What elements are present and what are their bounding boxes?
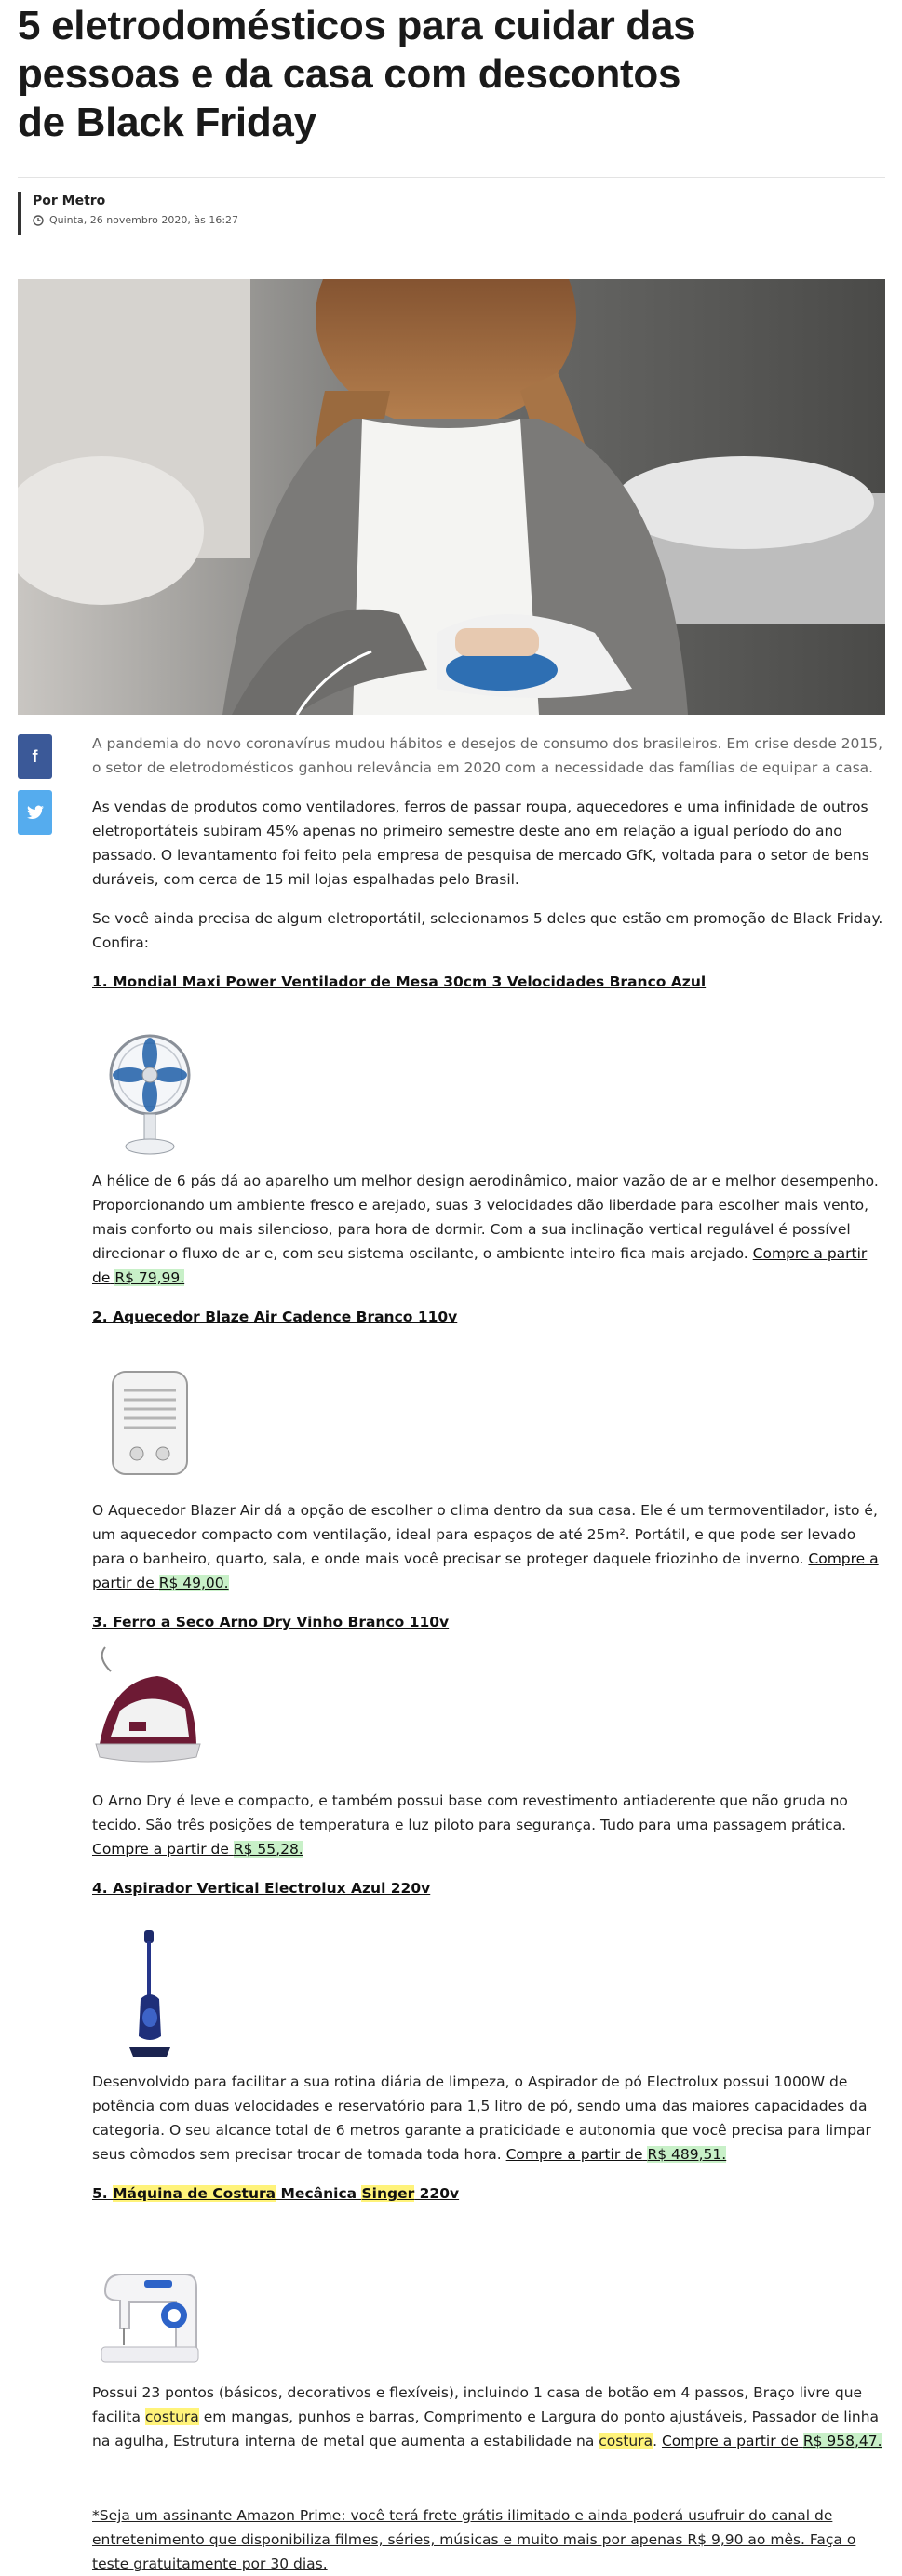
lead-paragraph: A pandemia do novo coronavírus mudou hábitos e desejos de consumo dos brasileiros. Em crise desde 2015, o setor de eletrodomésticos ganhou relevância em 2020 com a necessidade das famílias de equipar a casa. (92, 735, 883, 776)
paragraph: As vendas de produtos como ventiladores, ferros de passar roupa, aquecedores e uma infinidade de outros eletroportáteis subiram 45% apenas no primeiro semestre deste ano em relação a igual período do ano passado. O levantamento foi feito pela empresa de pesquisa de mercado GfK, voltada para o setor de bens duráveis, com cerca de 15 mil lojas espalhadas pelo Brasil. (92, 798, 869, 888)
clock-icon (33, 215, 44, 226)
price: R$ 49,00. (158, 1575, 229, 1591)
price: R$ 489,51. (647, 2146, 727, 2163)
vacuum-icon[interactable] (92, 1925, 204, 2064)
fan-icon[interactable] (92, 1024, 204, 1163)
product-description: Possui 23 pontos (básicos, decorativos e flexíveis), incluindo 1 casa de botão em 4 passos, Braço livre que facilita costura em mangas, punhos e barras, Comprimento e Largura do ponto ajustáveis, Passador de linha na agulha, Estrutura interna de metal que aumenta a estabilidade na costura. Compre a partir de R$ 958,47. (92, 2384, 882, 2449)
product-heading[interactable]: 5. Máquina de Costura Mecânica Singer 220v (92, 2185, 460, 2202)
product-description: O Arno Dry é leve e compacto, e também possui base com revestimento antiaderente que não gruda no tecido. São três posições de temperatura e luz piloto para segurança. Tudo para uma passagem prática. Compre a partir de R$ 55,28. (92, 1792, 848, 1858)
buy-link[interactable]: Compre a partir de R$ 49,00. (92, 1550, 879, 1591)
paragraph: Se você ainda precisa de algum eletroportátil, selecionamos 5 deles que estão em promoção de Black Friday. Confira: (92, 910, 883, 951)
product-heading[interactable]: 2. Aquecedor Blaze Air Cadence Branco 110v (92, 1308, 458, 1325)
product-heading[interactable]: 4. Aspirador Vertical Electrolux Azul 220v (92, 1880, 431, 1897)
amazon-prime-footnote[interactable]: *Seja um assinante Amazon Prime: você terá frete grátis ilimitado e ainda poderá usufruir do canal de entretenimento que disponibiliza filmes, séries, músicas e muito mais por apenas R$ 9,90 ao mês. Faça o teste gratuitamente por 30 dias. (92, 2507, 856, 2572)
buy-link[interactable]: Compre a partir de R$ 55,28. (92, 1841, 303, 1858)
product-heading[interactable]: 3. Ferro a Seco Arno Dry Vinho Branco 110v (92, 1614, 450, 1630)
author[interactable]: Por Metro (33, 194, 106, 208)
heater-icon[interactable] (92, 1353, 204, 1493)
product-heading[interactable]: 1. Mondial Maxi Power Ventilador de Mesa 30cm 3 Velocidades Branco Azul (92, 973, 707, 990)
product-description: Desenvolvido para facilitar a sua rotina diária de limpeza, o Aspirador de pó Electrolux possui 1000W de potência com duas velocidades e reservatório para 1,5 litro de pó, sendo uma das maiores capacidades da categoria. O seu alcance total de 6 metros garante a praticidade e autonomia que você precisa para limpar seus cômodos sem precisar trocar de tomada toda hora. Compre a partir de R$ 489,51. (92, 2073, 871, 2163)
price: R$ 55,28. (233, 1841, 303, 1858)
product-description: O Aquecedor Blazer Air dá a opção de escolher o clima dentro da sua casa. Ele é um termoventilador, isto é, um aquecedor compacto com ventilação, ideal para espaços de até 25m². Portátil, e que pode ser levado para o banheiro, quarto, sala, e onde mais você precisar se proteger daquele friozinho de inverno. Compre a partir de R$ 49,00. (92, 1502, 879, 1591)
twitter-share-button[interactable] (18, 790, 52, 835)
iron-icon[interactable] (92, 1644, 204, 1783)
byline (18, 192, 238, 235)
price: R$ 79,99. (114, 1269, 185, 1286)
twitter-icon (27, 805, 44, 820)
article-body (92, 731, 885, 2576)
page-title: 5 eletrodomésticos para cuidar das pessoas e da casa com descontos de Black Friday (18, 3, 696, 145)
buy-link[interactable]: Compre a partir de R$ 79,99. (92, 1245, 868, 1286)
publish-date: Quinta, 26 novembro 2020, às 16:27 (49, 214, 239, 226)
hero-image (18, 279, 885, 715)
sewing-machine-icon[interactable] (92, 2235, 204, 2375)
title-divider (18, 177, 885, 178)
buy-link[interactable]: Compre a partir de R$ 489,51. (505, 2146, 727, 2163)
product-description: A hélice de 6 pás dá ao aparelho um melhor design aerodinâmico, maior vazão de ar e melhor desempenho. Proporcionando um ambiente fresco e arejado, suas 3 velocidades dão liberdade para escolher mais vento, mais conforto ou mais silencioso, para hora de dormir. Com a sua inclinação vertical regulável é possível direcionar o fluxo de ar e, com seu sistema oscilante, o ambiente inteiro fica mais arejado. Compre a partir de R$ 79,99. (92, 1173, 879, 1286)
price: R$ 958,47. (802, 2433, 882, 2449)
facebook-share-button[interactable]: f (18, 734, 52, 779)
buy-link[interactable]: Compre a partir de R$ 958,47. (661, 2433, 882, 2449)
